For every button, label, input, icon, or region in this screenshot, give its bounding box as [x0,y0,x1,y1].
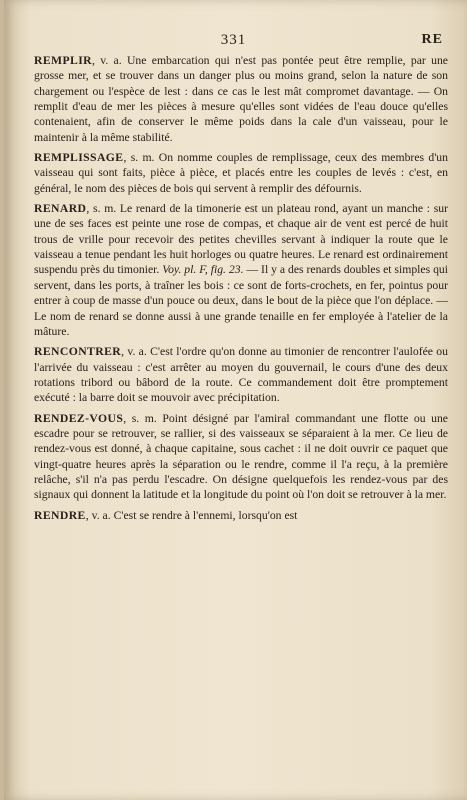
page-header [24,32,443,48]
running-head: RE [421,32,443,47]
entry-body: , v. a. Une embarcation qui n'est pas pontée peut être remplie, par une grosse mer, et se trouver dans un danger plus ou moins grand, selon la nature de son chargement ou l'espèce de lest : dans ce cas le lest mât compromet davantage. — On remplit d'eau de mer les pièces à mesure qu'elles sont vidées de l'eau douce qu'elles contenaient, afin de conserver le même poids dans la cale d'un vaisseau, pour le maintenir à la même stabilité. [34,54,448,144]
entry-renard [34,201,448,339]
entry-body: , v. a. C'est l'ordre qu'on donne au timonier de rencontrer l'aulofée ou l'arrivée du vaisseau : c'est arrêter au moyen du gouvernail, le cours d'une des deux rotations tribord ou bâbord de la route. Ce commandement doit être promptement exécuté : la barre doit se mouvoir avec précipitation. [34,345,448,405]
entry-body: , s. m. On nomme couples de remplissage, ceux des membres d'un vaisseau qui sont faits, pièce à pièce, et placés entre les couples de levés : c'est, en général, le nom des pièces de bois qui servent à remplir des défournis. [34,151,448,195]
headword: RENDEZ-VOUS [34,411,124,425]
headword: REMPLIR [34,54,92,67]
entry-body: , v. a. C'est se rendre à l'ennemi, lorsqu'on est [85,508,298,522]
entry-body: , s. m. Point désigné par l'amiral commandant une flotte ou une escadre pour se retrouver, se rallier, si des vaisseaux se séparaient à la mer. Ce lieu de rendez-vous est donné, à chaque capitaine, sous cachet : il ne doit ouvrir ce paquet que vingt-quatre heures après la séparation ou le rendre, comme il l'a reçu, à la première relâche, s'il n'a pas perdu l'escadre. On désigne quelquefois les rendez-vous par des signaux qui donnent la latitude et la longitude du point où l'on doit se retrouver à la mer. [34,411,448,502]
headword: RENARD [34,202,87,216]
entry-body: , s. m. Le renard de la timonerie est un plateau rond, ayant un manche : sur une de ses faces est peinte une rose de compas, et chaque air de vent est percé de huit trous de vrille pour recevoir des petites chevilles servant à indiquer la route que le vaisseau a tenue pendant les huit horloges ou quatre heures. Le renard est ordinairement suspendu près du timonier. [34,202,448,277]
entry-rendez-vous [34,411,448,503]
page-number: 331 [220,32,247,48]
entry-body-continued: — Il y a des renards doubles et simples qui servent, dans les ports, à traîner les bois : ce sont de forts-crochets, en fer, pointus pour entrer à coup de masse d'un pouce ou deux, dans le bout de la pièce que l'on déplace. — Le nom de renard se donne aussi à une grande tenaille en fer employée à l'atelier de la mâture. [34,263,449,338]
dictionary-text [34,53,448,528]
headword: RENDRE [34,508,86,522]
headword: RENCONTRER [34,345,122,359]
book-page [4,0,467,800]
headword: REMPLISSAGE [34,151,124,165]
entry-rencontrer [34,344,448,405]
plate-reference: Voy. pl. F, fig. 23. [162,263,244,277]
entry-remplissage [34,150,448,196]
entry-remplir [34,53,448,145]
entry-rendre [34,508,448,523]
